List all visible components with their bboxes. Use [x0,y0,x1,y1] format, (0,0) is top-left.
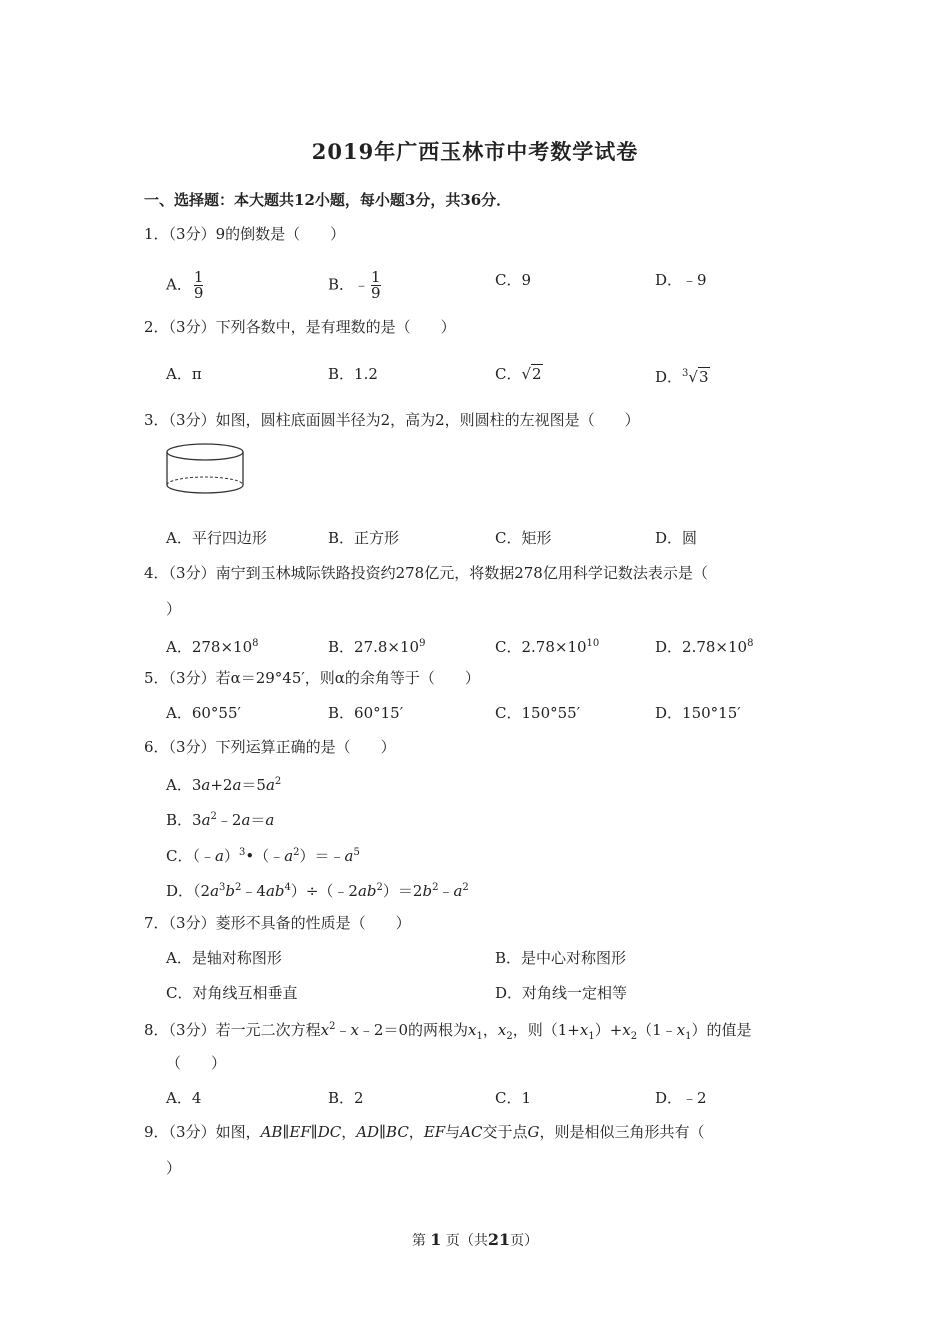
q7-option-d: D．对角线一定相等 [495,984,628,1002]
question-2-stem: 2．（3分）下列各数中，是有理数的是（ ） [144,318,456,336]
q8-option-b: B．2 [328,1089,364,1107]
question-9-stem: 9．（3分）如图，AB∥EF∥DC，AD∥BC，EF与AC交于点G，则是相似三角形共有（ [144,1123,705,1141]
q6-option-c: C．$(﹣a)^3•(﹣a^2)=﹣a^5$ [166,847,360,865]
q5-option-a: A．60°55′ [166,704,241,722]
question-1-stem: 1．（3分）9的倒数是（ ） [144,225,346,243]
q5-option-c: C．150°55′ [495,704,581,722]
question-8-stem: 8．（3分）若一元二次方程$x^2﹣x﹣2=0$的两根为$x_1$，$x_2$，则$(1+x_1)+x_2(1﹣x_1)$的值是 [144,1021,752,1042]
question-4-stem: 4．（3分）南宁到玉林城际铁路投资约278亿元，将数据278亿用科学记数法表示是（ [144,564,708,582]
question-3-stem: 3．（3分）如图，圆柱底面圆半径为2，高为2，则圆柱的左视图是（ ） [144,411,640,429]
q8-option-a: A．4 [166,1089,202,1107]
q2-option-c: C．√2 [495,365,542,383]
q4-option-a: A．$278\times 10^8$ [166,638,259,656]
q2-option-a: A．π [166,365,202,383]
q5-option-b: B．60°15′ [328,704,404,722]
q3-option-b: B．正方形 [328,529,400,547]
q2-option-d: D．$^3$√3 [655,368,709,386]
question-4-stem-cont: ） [166,600,182,618]
q4-option-c: C．$2.78\times 10^{10}$ [495,638,600,656]
q1-option-d: D．﹣9 [655,271,707,289]
q4-option-b: B．$27.8\times 10^9$ [328,638,426,656]
q6-option-b: B．$3a^2﹣2a=a$ [166,811,275,829]
question-5-stem: 5．（3分）若α＝29°45′，则α的余角等于（ ） [144,669,480,687]
cylinder-figure [162,442,248,498]
question-8-stem-cont: （ ） [166,1054,227,1072]
q6-option-a: A．$3a+2a=5a^2$ [166,776,282,794]
q1-option-c: C．9 [495,271,532,289]
q5-option-d: D．150°15′ [655,704,741,722]
q1-option-a: A． $\frac{1}{9}$ [166,268,204,302]
q8-option-c: C．1 [495,1089,532,1107]
q7-option-c: C．对角线互相垂直 [166,984,298,1002]
q4-option-d: D．$2.78\times 10^8$ [655,638,754,656]
q8-option-d: D．﹣2 [655,1089,707,1107]
section-heading: 一、选择题：本大题共12小题，每小题3分，共36分． [144,191,512,209]
page-title: 2019年广西玉林市中考数学试卷 [311,139,639,164]
q2-option-b: B．1.2 [328,365,378,383]
q1-option-b: B．﹣ $\frac{1}{9}$ [328,268,381,302]
page-footer: 第 1 页（共21页） [411,1230,539,1249]
question-7-stem: 7．（3分）菱形不具备的性质是（ ） [144,914,411,932]
question-9-stem-cont: ） [166,1159,182,1177]
q7-option-b: B．是中心对称图形 [495,949,627,967]
q3-option-d: D．圆 [655,529,698,547]
question-6-stem: 6．（3分）下列运算正确的是（ ） [144,738,396,756]
q6-option-d: D．$(2a^3b^2﹣4ab^4)\div(﹣2ab^2)=2b^2﹣a^2$ [166,882,469,900]
q3-option-c: C．矩形 [495,529,552,547]
q7-option-a: A．是轴对称图形 [166,949,282,967]
q3-option-a: A．平行四边形 [166,529,267,547]
